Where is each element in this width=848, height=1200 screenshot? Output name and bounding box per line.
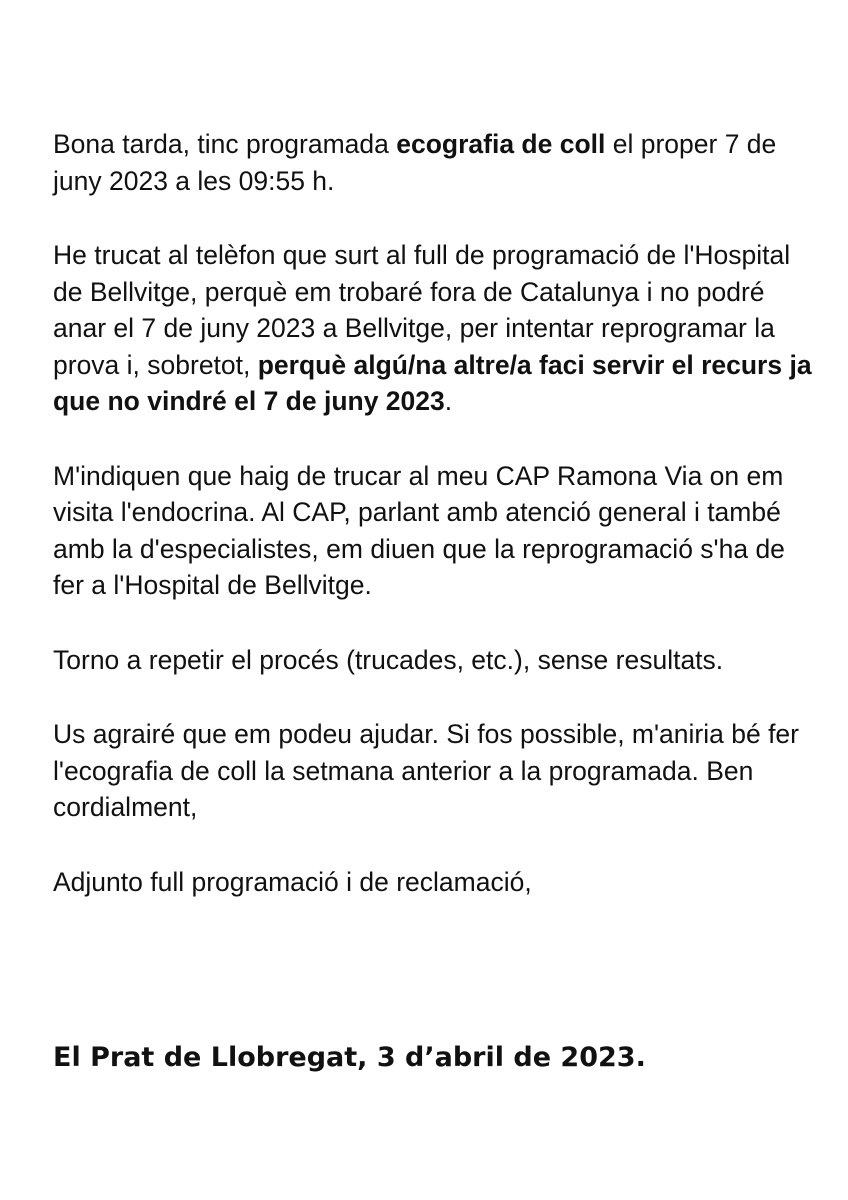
paragraph-repeat: Torno a repetir el procés (trucades, etc.), sense resultats. [53,644,724,675]
appointment-text: Bona tarda, tinc programada [53,129,397,159]
paragraph-attachment: Adjunto full programació i de reclamació, [53,866,532,897]
paragraph-cap: M'indiquen que haig de trucar al meu CAP Ramona Via on em visita l'endocrina. Al CAP, parlant amb atenció general i també amb la d'especialistes, em diuen que la reprogramació s'ha de fer a l'Hospital de Bellvitge. [53,460,785,600]
paragraph-appointment [53,126,813,199]
phone-call-text: He trucat al telèfon que surt al full de programació de l'Hospital de Bellvitge, perquè em trobaré fora de Catalunya i no podré anar el 7 de juny 2023 a Bellvitge, per intentar reprogramar la prova i, sobretot, [53,240,791,380]
paragraph-request: Us agrairé que em podeu ajudar. Si fos possible, m'aniria bé fer l'ecografia de coll la setmana anterior a la programada. Ben cordialment, [53,719,799,822]
appointment-test-name: ecografia de coll [396,129,606,159]
letter-body [53,126,813,938]
phone-call-period: . [444,386,453,416]
paragraph-phone-call [53,237,813,420]
closing-place-date: El Prat de Llobregat, 3 d’abril de 2023. [53,1042,646,1073]
phone-call-emphasis: perquè algú/na altre/a faci servir el recurs ja que no vindré el 7 de juny 2023 [53,349,812,416]
appointment-date-text: el proper 7 de juny 2023 a les 09:55 h. [53,129,777,196]
